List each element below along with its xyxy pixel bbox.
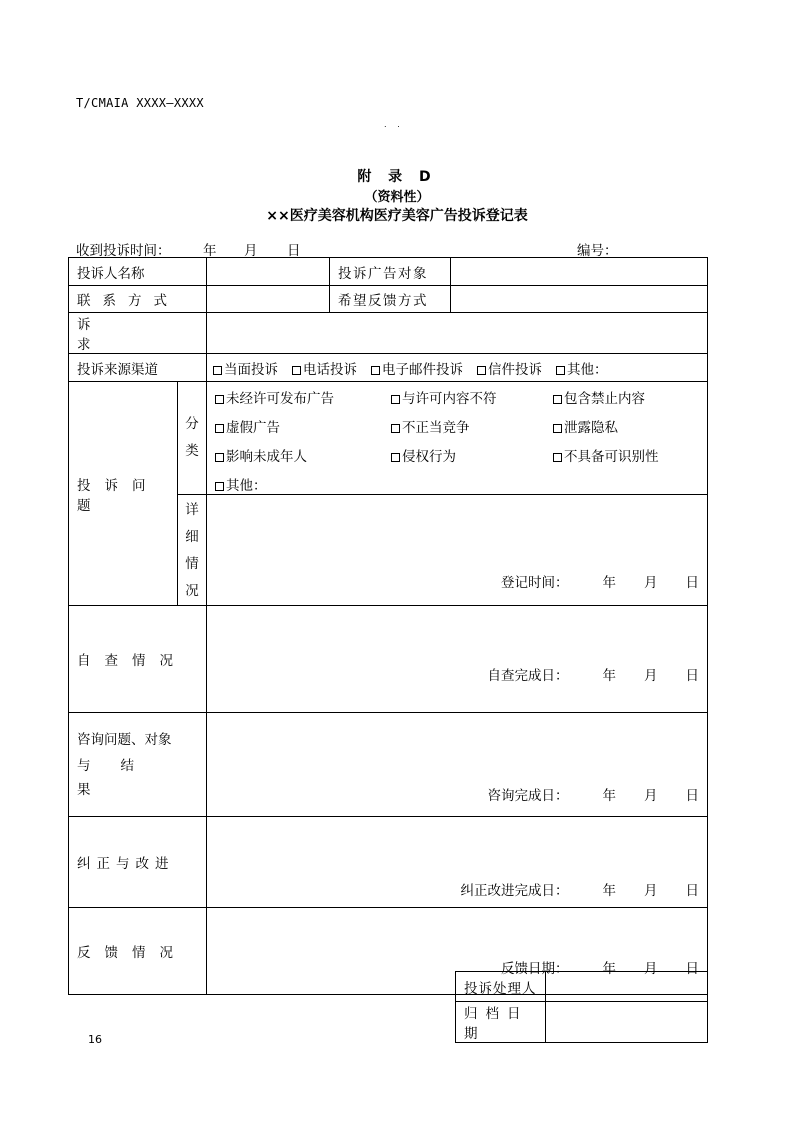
checkbox-icon[interactable] bbox=[391, 424, 400, 433]
demand-field[interactable] bbox=[207, 313, 708, 354]
category-option[interactable]: 其他： bbox=[215, 474, 391, 494]
category-option[interactable]: 侵权行为 bbox=[391, 445, 553, 465]
category-option[interactable]: 与许可内容不符 bbox=[391, 387, 553, 407]
channel-in-person[interactable]: 当面投诉 bbox=[213, 358, 278, 378]
signoff-table bbox=[455, 971, 708, 1043]
category-option[interactable]: 未经许可发布广告 bbox=[215, 387, 391, 407]
complaint-issue-label: 投诉问题 bbox=[69, 382, 178, 606]
ad-target-label: 投诉广告对象 bbox=[330, 258, 451, 286]
complainant-name-label: 投诉人名称 bbox=[69, 258, 207, 286]
consult-field[interactable] bbox=[207, 713, 708, 817]
checkbox-icon[interactable] bbox=[391, 395, 400, 404]
feedback-method-label: 希望反馈方式 bbox=[330, 286, 451, 313]
self-check-date-line: 自查完成日： 年 月 日 bbox=[487, 668, 699, 684]
contact-field[interactable] bbox=[207, 286, 330, 313]
feedback-method-field[interactable] bbox=[451, 286, 708, 313]
channel-letter[interactable]: 信件投诉 bbox=[477, 358, 542, 378]
received-month: 月 bbox=[244, 243, 258, 259]
category-label: 分 类 bbox=[178, 382, 207, 495]
complaint-form-table bbox=[68, 257, 708, 995]
received-time-label: 收到投诉时间： bbox=[76, 243, 171, 259]
source-channel-label: 投诉来源渠道 bbox=[69, 354, 207, 382]
checkbox-icon[interactable] bbox=[553, 395, 562, 404]
channel-email[interactable]: 电子邮件投诉 bbox=[371, 358, 463, 378]
feedback-date-line: 反馈日期： 年 月 日 bbox=[501, 961, 699, 977]
category-option[interactable]: 虚假广告 bbox=[215, 416, 391, 436]
detail-field[interactable] bbox=[207, 495, 708, 606]
checkbox-icon[interactable] bbox=[371, 366, 380, 375]
received-year: 年 bbox=[203, 243, 217, 259]
page-number: 16 bbox=[88, 1033, 102, 1046]
correction-label: 纠正与改进 bbox=[69, 817, 207, 908]
self-check-field[interactable] bbox=[207, 606, 708, 713]
channel-other[interactable]: 其他： bbox=[556, 358, 608, 378]
received-day: 日 bbox=[287, 243, 301, 259]
detail-label-char: 情 bbox=[185, 556, 199, 572]
archive-date-label: 归档日期 bbox=[456, 1002, 546, 1043]
checkbox-icon[interactable] bbox=[477, 366, 486, 375]
checkbox-icon[interactable] bbox=[215, 453, 224, 462]
checkbox-icon[interactable] bbox=[553, 424, 562, 433]
checkbox-icon[interactable] bbox=[553, 453, 562, 462]
complainant-name-field[interactable] bbox=[207, 258, 330, 286]
category-options bbox=[207, 382, 708, 495]
appendix-title: 附 录 D bbox=[357, 169, 437, 185]
archive-date-field[interactable] bbox=[546, 1002, 708, 1043]
standard-code: T/CMAIA XXXX—XXXX bbox=[76, 96, 204, 110]
consult-date-line: 咨询完成日： 年 月 日 bbox=[487, 788, 699, 804]
detail-label-char: 细 bbox=[185, 529, 199, 545]
consult-label: 咨询问题、对象 与结果 bbox=[69, 713, 207, 817]
detail-label-char: 详 bbox=[185, 502, 199, 518]
register-time-line: 登记时间： 年 月 日 bbox=[501, 575, 699, 591]
detail-label-char: 况 bbox=[185, 583, 199, 599]
correction-date-line: 纠正改进完成日： 年 月 日 bbox=[460, 883, 699, 899]
appendix-subtitle: （资料性） bbox=[364, 190, 430, 205]
contact-label: 联系方式 bbox=[69, 286, 207, 313]
category-option[interactable]: 不具备可识别性 bbox=[553, 445, 693, 465]
checkbox-icon[interactable] bbox=[556, 366, 565, 375]
checkbox-icon[interactable] bbox=[213, 366, 222, 375]
checkbox-icon[interactable] bbox=[292, 366, 301, 375]
category-option[interactable]: 不正当竞争 bbox=[391, 416, 553, 436]
channel-phone[interactable]: 电话投诉 bbox=[292, 358, 357, 378]
checkbox-icon[interactable] bbox=[215, 395, 224, 404]
source-channel-options bbox=[207, 354, 708, 382]
category-option[interactable]: 泄露隐私 bbox=[553, 416, 693, 436]
category-option[interactable]: 包含禁止内容 bbox=[553, 387, 693, 407]
ad-target-field[interactable] bbox=[451, 258, 708, 286]
category-option[interactable]: 影响未成年人 bbox=[215, 445, 391, 465]
serial-number-label: 编号： bbox=[577, 243, 618, 259]
handler-field[interactable] bbox=[546, 972, 708, 1002]
detail-label bbox=[178, 495, 207, 606]
checkbox-icon[interactable] bbox=[215, 424, 224, 433]
form-title: ××医疗美容机构医疗美容广告投诉登记表 bbox=[266, 208, 528, 224]
checkbox-icon[interactable] bbox=[215, 482, 224, 491]
self-check-label: 自查情况 bbox=[69, 606, 207, 713]
checkbox-icon[interactable] bbox=[391, 453, 400, 462]
handler-label: 投诉处理人 bbox=[456, 972, 546, 1002]
correction-field[interactable] bbox=[207, 817, 708, 908]
header-dots: . . bbox=[384, 120, 404, 129]
demand-label: 诉求 bbox=[69, 313, 207, 354]
feedback-label: 反馈情况 bbox=[69, 908, 207, 995]
